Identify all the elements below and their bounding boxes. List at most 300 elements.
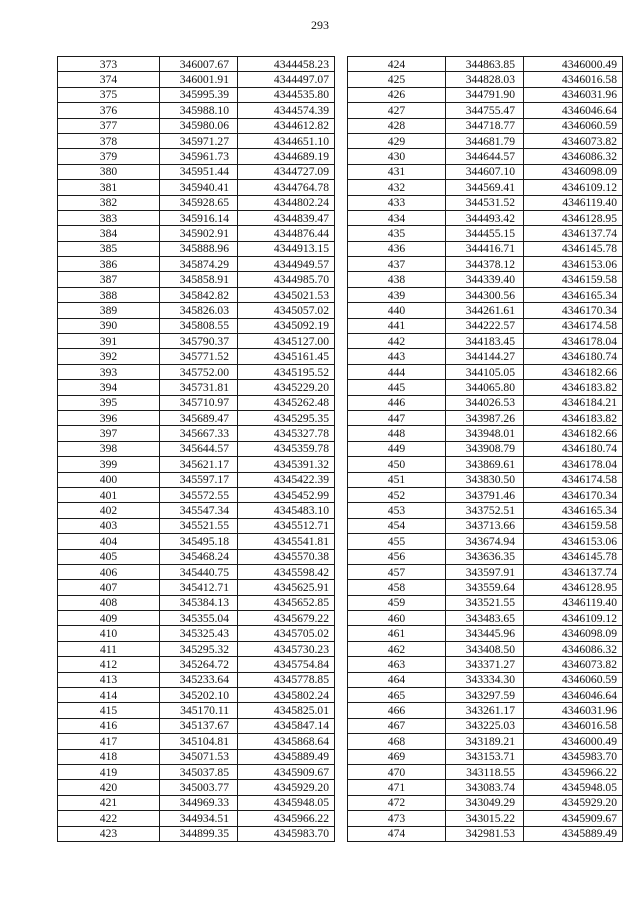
x-coordinate-cell: 343408.50 (446, 641, 524, 656)
point-number-cell: 388 (58, 287, 160, 302)
point-number-cell: 377 (58, 118, 160, 133)
y-coordinate-cell: 4346153.06 (524, 257, 623, 272)
y-coordinate-cell: 4345909.67 (238, 764, 335, 779)
point-number-cell: 454 (348, 518, 446, 533)
point-number-cell: 434 (348, 210, 446, 225)
point-number-cell: 457 (348, 564, 446, 579)
point-number-cell: 380 (58, 164, 160, 179)
point-number-cell: 438 (348, 272, 446, 287)
x-coordinate-cell: 345928.65 (160, 195, 238, 210)
point-number-cell: 379 (58, 149, 160, 164)
table-row (58, 672, 335, 687)
x-coordinate-cell: 344569.41 (446, 180, 524, 195)
table-row (348, 641, 623, 656)
y-coordinate-cell: 4345057.02 (238, 303, 335, 318)
table-row (58, 149, 335, 164)
point-number-cell: 414 (58, 688, 160, 703)
x-coordinate-cell: 345295.32 (160, 641, 238, 656)
table-row (348, 795, 623, 810)
point-number-cell: 424 (348, 57, 446, 72)
x-coordinate-cell: 345597.17 (160, 472, 238, 487)
table-row (348, 564, 623, 579)
table-row (348, 303, 623, 318)
point-number-cell: 396 (58, 410, 160, 425)
table-row (58, 395, 335, 410)
point-number-cell: 459 (348, 595, 446, 610)
x-coordinate-cell: 345137.67 (160, 718, 238, 733)
table-row (58, 734, 335, 749)
x-coordinate-cell: 343297.59 (446, 688, 524, 703)
y-coordinate-cell: 4346046.64 (524, 103, 623, 118)
point-number-cell: 444 (348, 364, 446, 379)
x-coordinate-cell: 345264.72 (160, 657, 238, 672)
x-coordinate-cell: 345988.10 (160, 103, 238, 118)
table-row (348, 749, 623, 764)
x-coordinate-cell: 345572.55 (160, 487, 238, 502)
point-number-cell: 445 (348, 380, 446, 395)
table-row (58, 72, 335, 87)
point-number-cell: 433 (348, 195, 446, 210)
table-row (348, 472, 623, 487)
x-coordinate-cell: 345689.47 (160, 410, 238, 425)
y-coordinate-cell: 4344949.57 (238, 257, 335, 272)
y-coordinate-cell: 4345825.01 (238, 703, 335, 718)
table-row (348, 118, 623, 133)
x-coordinate-cell: 342981.53 (446, 826, 524, 841)
point-number-cell: 417 (58, 734, 160, 749)
y-coordinate-cell: 4346098.09 (524, 164, 623, 179)
point-number-cell: 430 (348, 149, 446, 164)
point-number-cell: 408 (58, 595, 160, 610)
x-coordinate-cell: 345858.91 (160, 272, 238, 287)
point-number-cell: 376 (58, 103, 160, 118)
x-coordinate-cell: 343987.26 (446, 410, 524, 425)
table-row (348, 164, 623, 179)
y-coordinate-cell: 4344839.47 (238, 210, 335, 225)
x-coordinate-cell: 343597.91 (446, 564, 524, 579)
table-row (58, 426, 335, 441)
point-number-cell: 458 (348, 580, 446, 595)
x-coordinate-cell: 344969.33 (160, 795, 238, 810)
table-row (348, 318, 623, 333)
table-row (58, 657, 335, 672)
point-number-cell: 453 (348, 503, 446, 518)
x-coordinate-cell: 343153.71 (446, 749, 524, 764)
table-row (348, 780, 623, 795)
table-row (58, 226, 335, 241)
x-coordinate-cell: 344222.57 (446, 318, 524, 333)
y-coordinate-cell: 4344535.80 (238, 87, 335, 102)
y-coordinate-cell: 4345483.10 (238, 503, 335, 518)
point-number-cell: 423 (58, 826, 160, 841)
x-coordinate-cell: 345667.33 (160, 426, 238, 441)
y-coordinate-cell: 4345847.14 (238, 718, 335, 733)
table-row (58, 626, 335, 641)
table-row (58, 410, 335, 425)
point-number-cell: 429 (348, 133, 446, 148)
x-coordinate-cell: 343830.50 (446, 472, 524, 487)
y-coordinate-cell: 4344689.19 (238, 149, 335, 164)
table-row (58, 534, 335, 549)
table-row (58, 164, 335, 179)
point-number-cell: 393 (58, 364, 160, 379)
y-coordinate-cell: 4346119.40 (524, 595, 623, 610)
x-coordinate-cell: 344531.52 (446, 195, 524, 210)
y-coordinate-cell: 4346086.32 (524, 149, 623, 164)
point-number-cell: 412 (58, 657, 160, 672)
y-coordinate-cell: 4345730.23 (238, 641, 335, 656)
table-row (58, 287, 335, 302)
table-row (58, 518, 335, 533)
table-row (348, 718, 623, 733)
point-number-cell: 403 (58, 518, 160, 533)
x-coordinate-cell: 345547.34 (160, 503, 238, 518)
table-row (58, 795, 335, 810)
y-coordinate-cell: 4346000.49 (524, 57, 623, 72)
point-number-cell: 419 (58, 764, 160, 779)
y-coordinate-cell: 4344913.15 (238, 241, 335, 256)
x-coordinate-cell: 343445.96 (446, 626, 524, 641)
table-row (58, 334, 335, 349)
y-coordinate-cell: 4344764.78 (238, 180, 335, 195)
point-number-cell: 437 (348, 257, 446, 272)
y-coordinate-cell: 4346153.06 (524, 534, 623, 549)
point-number-cell: 390 (58, 318, 160, 333)
y-coordinate-cell: 4346016.58 (524, 72, 623, 87)
table-row (348, 395, 623, 410)
x-coordinate-cell: 343908.79 (446, 441, 524, 456)
y-coordinate-cell: 4345262.48 (238, 395, 335, 410)
point-number-cell: 422 (58, 811, 160, 826)
point-number-cell: 409 (58, 611, 160, 626)
table-row (348, 149, 623, 164)
x-coordinate-cell: 343118.55 (446, 764, 524, 779)
y-coordinate-cell: 4345929.20 (238, 780, 335, 795)
x-coordinate-cell: 345071.53 (160, 749, 238, 764)
y-coordinate-cell: 4345929.20 (524, 795, 623, 810)
table-row (58, 241, 335, 256)
point-number-cell: 382 (58, 195, 160, 210)
table-row (348, 487, 623, 502)
x-coordinate-cell: 344681.79 (446, 133, 524, 148)
point-number-cell: 385 (58, 241, 160, 256)
point-number-cell: 468 (348, 734, 446, 749)
x-coordinate-cell: 343371.27 (446, 657, 524, 672)
point-number-cell: 447 (348, 410, 446, 425)
x-coordinate-cell: 345790.37 (160, 334, 238, 349)
point-number-cell: 463 (348, 657, 446, 672)
x-coordinate-cell: 343752.51 (446, 503, 524, 518)
point-number-cell: 411 (58, 641, 160, 656)
y-coordinate-cell: 4346174.58 (524, 318, 623, 333)
table-row (58, 688, 335, 703)
x-coordinate-cell: 346001.91 (160, 72, 238, 87)
table-row (58, 257, 335, 272)
table-row (58, 87, 335, 102)
x-coordinate-cell: 345995.39 (160, 87, 238, 102)
x-coordinate-cell: 345902.91 (160, 226, 238, 241)
y-coordinate-cell: 4345679.22 (238, 611, 335, 626)
x-coordinate-cell: 344899.35 (160, 826, 238, 841)
y-coordinate-cell: 4345909.67 (524, 811, 623, 826)
table-row (58, 364, 335, 379)
point-number-cell: 436 (348, 241, 446, 256)
x-coordinate-cell: 343948.01 (446, 426, 524, 441)
point-number-cell: 466 (348, 703, 446, 718)
point-number-cell: 399 (58, 457, 160, 472)
table-row (348, 272, 623, 287)
y-coordinate-cell: 4346128.95 (524, 210, 623, 225)
y-coordinate-cell: 4346060.59 (524, 118, 623, 133)
table-row (348, 688, 623, 703)
point-number-cell: 381 (58, 180, 160, 195)
y-coordinate-cell: 4346119.40 (524, 195, 623, 210)
y-coordinate-cell: 4345802.24 (238, 688, 335, 703)
point-number-cell: 384 (58, 226, 160, 241)
point-number-cell: 391 (58, 334, 160, 349)
point-number-cell: 421 (58, 795, 160, 810)
x-coordinate-cell: 345440.75 (160, 564, 238, 579)
point-number-cell: 420 (58, 780, 160, 795)
y-coordinate-cell: 4345868.64 (238, 734, 335, 749)
table-row (348, 57, 623, 72)
y-coordinate-cell: 4345598.42 (238, 564, 335, 579)
x-coordinate-cell: 345521.55 (160, 518, 238, 533)
x-coordinate-cell: 345202.10 (160, 688, 238, 703)
point-number-cell: 448 (348, 426, 446, 441)
x-coordinate-cell: 345621.17 (160, 457, 238, 472)
x-coordinate-cell: 345325.43 (160, 626, 238, 641)
table-row (58, 380, 335, 395)
point-number-cell: 469 (348, 749, 446, 764)
y-coordinate-cell: 4346060.59 (524, 672, 623, 687)
x-coordinate-cell: 343713.66 (446, 518, 524, 533)
y-coordinate-cell: 4346046.64 (524, 688, 623, 703)
table-row (58, 457, 335, 472)
y-coordinate-cell: 4346159.58 (524, 518, 623, 533)
coordinates-table-left (57, 56, 335, 842)
point-number-cell: 378 (58, 133, 160, 148)
point-number-cell: 406 (58, 564, 160, 579)
y-coordinate-cell: 4344497.07 (238, 72, 335, 87)
y-coordinate-cell: 4346145.78 (524, 549, 623, 564)
x-coordinate-cell: 345971.27 (160, 133, 238, 148)
y-coordinate-cell: 4345295.35 (238, 410, 335, 425)
point-number-cell: 473 (348, 811, 446, 826)
x-coordinate-cell: 345940.41 (160, 180, 238, 195)
point-number-cell: 410 (58, 626, 160, 641)
table-row (58, 133, 335, 148)
y-coordinate-cell: 4346137.74 (524, 226, 623, 241)
point-number-cell: 442 (348, 334, 446, 349)
point-number-cell: 432 (348, 180, 446, 195)
table-row (58, 118, 335, 133)
table-row (348, 103, 623, 118)
y-coordinate-cell: 4346174.58 (524, 472, 623, 487)
x-coordinate-cell: 343483.65 (446, 611, 524, 626)
table-row (58, 811, 335, 826)
x-coordinate-cell: 344791.90 (446, 87, 524, 102)
table-row (58, 641, 335, 656)
y-coordinate-cell: 4344574.39 (238, 103, 335, 118)
y-coordinate-cell: 4346165.34 (524, 503, 623, 518)
point-number-cell: 418 (58, 749, 160, 764)
x-coordinate-cell: 344934.51 (160, 811, 238, 826)
x-coordinate-cell: 344755.47 (446, 103, 524, 118)
table-row (348, 410, 623, 425)
y-coordinate-cell: 4344727.09 (238, 164, 335, 179)
x-coordinate-cell: 345888.96 (160, 241, 238, 256)
y-coordinate-cell: 4346128.95 (524, 580, 623, 595)
x-coordinate-cell: 345384.13 (160, 595, 238, 610)
y-coordinate-cell: 4345889.49 (524, 826, 623, 841)
y-coordinate-cell: 4346170.34 (524, 303, 623, 318)
y-coordinate-cell: 4345948.05 (238, 795, 335, 810)
point-number-cell: 450 (348, 457, 446, 472)
y-coordinate-cell: 4345966.22 (524, 764, 623, 779)
table-row (348, 257, 623, 272)
table-row (348, 503, 623, 518)
x-coordinate-cell: 343261.17 (446, 703, 524, 718)
point-number-cell: 440 (348, 303, 446, 318)
y-coordinate-cell: 4346073.82 (524, 657, 623, 672)
table-row (58, 503, 335, 518)
y-coordinate-cell: 4344651.10 (238, 133, 335, 148)
point-number-cell: 460 (348, 611, 446, 626)
y-coordinate-cell: 4346000.49 (524, 734, 623, 749)
y-coordinate-cell: 4345195.52 (238, 364, 335, 379)
y-coordinate-cell: 4346183.82 (524, 410, 623, 425)
x-coordinate-cell: 345495.18 (160, 534, 238, 549)
y-coordinate-cell: 4346178.04 (524, 457, 623, 472)
y-coordinate-cell: 4346137.74 (524, 564, 623, 579)
x-coordinate-cell: 345710.97 (160, 395, 238, 410)
table-row (58, 180, 335, 195)
table-row (58, 487, 335, 502)
x-coordinate-cell: 344300.56 (446, 287, 524, 302)
y-coordinate-cell: 4345983.70 (238, 826, 335, 841)
table-row (58, 749, 335, 764)
y-coordinate-cell: 4345391.32 (238, 457, 335, 472)
x-coordinate-cell: 345412.71 (160, 580, 238, 595)
y-coordinate-cell: 4345948.05 (524, 780, 623, 795)
x-coordinate-cell: 345980.06 (160, 118, 238, 133)
point-number-cell: 428 (348, 118, 446, 133)
table-row (348, 703, 623, 718)
table-row (348, 518, 623, 533)
table-row (58, 210, 335, 225)
x-coordinate-cell: 343869.61 (446, 457, 524, 472)
table-row (58, 595, 335, 610)
x-coordinate-cell: 345104.81 (160, 734, 238, 749)
table-row (348, 195, 623, 210)
y-coordinate-cell: 4346109.12 (524, 611, 623, 626)
table-row (348, 672, 623, 687)
x-coordinate-cell: 345874.29 (160, 257, 238, 272)
x-coordinate-cell: 343334.30 (446, 672, 524, 687)
point-number-cell: 402 (58, 503, 160, 518)
x-coordinate-cell: 343791.46 (446, 487, 524, 502)
table-row (58, 564, 335, 579)
x-coordinate-cell: 343559.64 (446, 580, 524, 595)
table-row (58, 472, 335, 487)
point-number-cell: 383 (58, 210, 160, 225)
point-number-cell: 470 (348, 764, 446, 779)
point-number-cell: 441 (348, 318, 446, 333)
table-row (348, 72, 623, 87)
x-coordinate-cell: 344026.53 (446, 395, 524, 410)
table-row (348, 626, 623, 641)
table-row (58, 826, 335, 841)
x-coordinate-cell: 343049.29 (446, 795, 524, 810)
table-row (348, 380, 623, 395)
table-row (58, 272, 335, 287)
table-row (348, 611, 623, 626)
point-number-cell: 452 (348, 487, 446, 502)
y-coordinate-cell: 4344985.70 (238, 272, 335, 287)
y-coordinate-cell: 4346031.96 (524, 703, 623, 718)
y-coordinate-cell: 4346170.34 (524, 487, 623, 502)
y-coordinate-cell: 4346098.09 (524, 626, 623, 641)
table-row (58, 764, 335, 779)
point-number-cell: 456 (348, 549, 446, 564)
x-coordinate-cell: 345003.77 (160, 780, 238, 795)
table-row (348, 133, 623, 148)
table-row (348, 426, 623, 441)
point-number-cell: 405 (58, 549, 160, 564)
x-coordinate-cell: 344261.61 (446, 303, 524, 318)
table-row (348, 595, 623, 610)
table-row (348, 534, 623, 549)
table-row (58, 318, 335, 333)
table-row (348, 334, 623, 349)
y-coordinate-cell: 4346180.74 (524, 349, 623, 364)
point-number-cell: 389 (58, 303, 160, 318)
y-coordinate-cell: 4345327.78 (238, 426, 335, 441)
y-coordinate-cell: 4345625.91 (238, 580, 335, 595)
x-coordinate-cell: 345037.85 (160, 764, 238, 779)
x-coordinate-cell: 345961.73 (160, 149, 238, 164)
y-coordinate-cell: 4345983.70 (524, 749, 623, 764)
y-coordinate-cell: 4346178.04 (524, 334, 623, 349)
table-row (348, 210, 623, 225)
y-coordinate-cell: 4345359.78 (238, 441, 335, 456)
point-number-cell: 392 (58, 349, 160, 364)
y-coordinate-cell: 4346182.66 (524, 364, 623, 379)
x-coordinate-cell: 345951.44 (160, 164, 238, 179)
table-row (348, 226, 623, 241)
x-coordinate-cell: 344718.77 (446, 118, 524, 133)
x-coordinate-cell: 344144.27 (446, 349, 524, 364)
table-row (58, 303, 335, 318)
x-coordinate-cell: 344863.85 (446, 57, 524, 72)
point-number-cell: 404 (58, 534, 160, 549)
x-coordinate-cell: 345752.00 (160, 364, 238, 379)
table-row (348, 580, 623, 595)
y-coordinate-cell: 4345512.71 (238, 518, 335, 533)
point-number-cell: 431 (348, 164, 446, 179)
x-coordinate-cell: 345170.11 (160, 703, 238, 718)
x-coordinate-cell: 345731.81 (160, 380, 238, 395)
y-coordinate-cell: 4346182.66 (524, 426, 623, 441)
x-coordinate-cell: 344105.05 (446, 364, 524, 379)
table-row (348, 734, 623, 749)
point-number-cell: 471 (348, 780, 446, 795)
x-coordinate-cell: 344183.45 (446, 334, 524, 349)
point-number-cell: 400 (58, 472, 160, 487)
table-row (348, 364, 623, 379)
x-coordinate-cell: 344339.40 (446, 272, 524, 287)
